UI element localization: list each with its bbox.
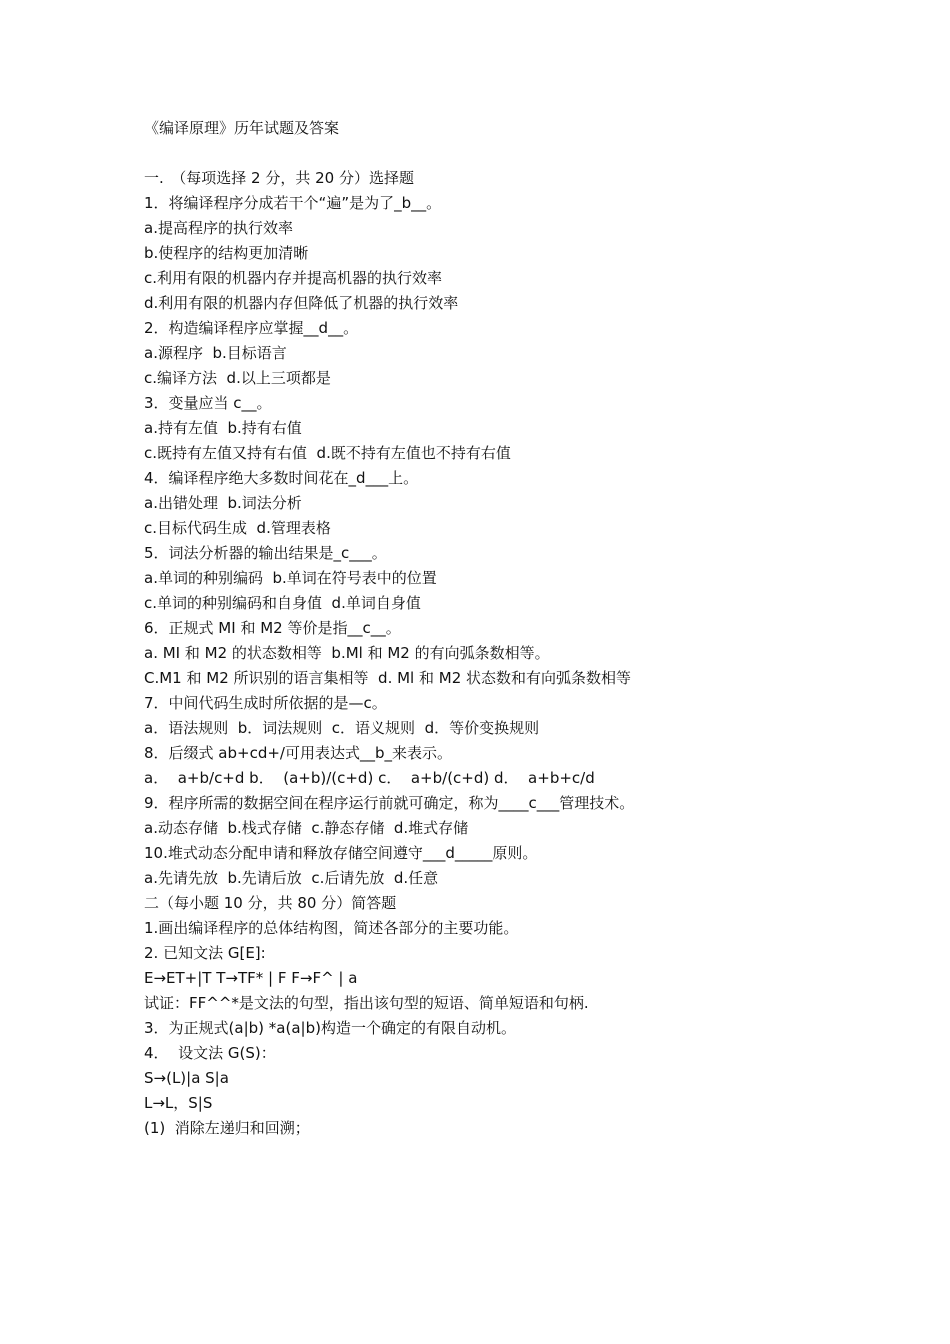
text-line: 二（每小题 10 分，共 80 分）简答题	[144, 894, 397, 912]
document-body	[144, 116, 884, 1141]
text-line: 3．变量应当 c__。	[144, 394, 272, 412]
text-line: 4． 设文法 G(S)：	[144, 1044, 276, 1062]
text-line: c.利用有限的机器内存并提高机器的执行效率	[144, 269, 443, 287]
text-line: a.源程序 b.目标语言	[144, 344, 287, 362]
text-line: 2．构造编译程序应掌握__d__。	[144, 319, 359, 337]
text-line: 7．中间代码生成时所依据的是—c。	[144, 694, 387, 712]
text-line: a．语法规则 b．词法规则 c．语义规则 d．等价变换规则	[144, 719, 540, 737]
text-line: a.持有左值 b.持有右值	[144, 419, 302, 437]
text-line: c.既持有左值又持有右值 d.既不持有左值也不持有右值	[144, 444, 511, 462]
text-line: a.提高程序的执行效率	[144, 219, 293, 237]
text-line: 1.画出编译程序的总体结构图，简述各部分的主要功能。	[144, 919, 519, 937]
text-line: a.动态存储 b.栈式存储 c.静态存储 d.堆式存储	[144, 819, 469, 837]
text-line: 9．程序所需的数据空间在程序运行前就可确定，称为____c___管理技术。	[144, 794, 635, 812]
text-line: a.单词的种别编码 b.单词在符号表中的位置	[144, 569, 437, 587]
document-lines	[144, 166, 884, 1141]
text-line: d.利用有限的机器内存但降低了机器的执行效率	[144, 294, 459, 312]
text-line: C.M1 和 M2 所识别的语言集相等 d. Ml 和 M2 状态数和有向弧条数相等	[144, 669, 632, 687]
text-line: S→(L)|a S|a	[144, 1069, 229, 1087]
text-line: 10.堆式动态分配申请和释放存储空间遵守___d_____原则。	[144, 844, 538, 862]
text-line: 6．正规式 MI 和 M2 等价是指__c__。	[144, 619, 401, 637]
text-line: c.编译方法 d.以上三项都是	[144, 369, 331, 387]
text-line: 3．为正规式(a|b) *a(a|b)构造一个确定的有限自动机。	[144, 1019, 516, 1037]
text-line: c.目标代码生成 d.管理表格	[144, 519, 331, 537]
text-line: (1) 消除左递归和回溯；	[144, 1119, 310, 1137]
text-line: 2. 已知文法 G[E]:	[144, 944, 266, 962]
text-line: 1．将编译程序分成若干个“遍”是为了_b__。	[144, 194, 442, 212]
blank-line	[144, 141, 884, 166]
text-line: c.单词的种别编码和自身值 d.单词自身值	[144, 594, 421, 612]
text-line: a. MI 和 M2 的状态数相等 b.Ml 和 M2 的有向弧条数相等。	[144, 644, 550, 662]
text-line: a． a+b/c+d b． (a+b)/(c+d) c． a+b/(c+d) d． a+b+c/d	[144, 769, 595, 787]
text-line: 试证：FF^^*是文法的句型，指出该句型的短语、简单短语和句柄.	[144, 994, 589, 1012]
text-line: 8．后缀式 ab+cd+/可用表达式__b_来表示。	[144, 744, 453, 762]
text-line: a.出错处理 b.词法分析	[144, 494, 302, 512]
text-line: a.先请先放 b.先请后放 c.后请先放 d.任意	[144, 869, 439, 887]
text-line: b.使程序的结构更加清晰	[144, 244, 309, 262]
text-line: 4．编译程序绝大多数时间花在_d___上。	[144, 469, 419, 487]
text-line: E→ET+|T T→TF* | F F→F^ | a	[144, 969, 358, 987]
text-line: 一. （每项选择 2 分，共 20 分）选择题	[144, 169, 414, 187]
text-line: L→L，S|S	[144, 1094, 213, 1112]
text-line: 5．词法分析器的输出结果是_c___。	[144, 544, 387, 562]
document-title: 《编译原理》历年试题及答案	[144, 119, 340, 137]
